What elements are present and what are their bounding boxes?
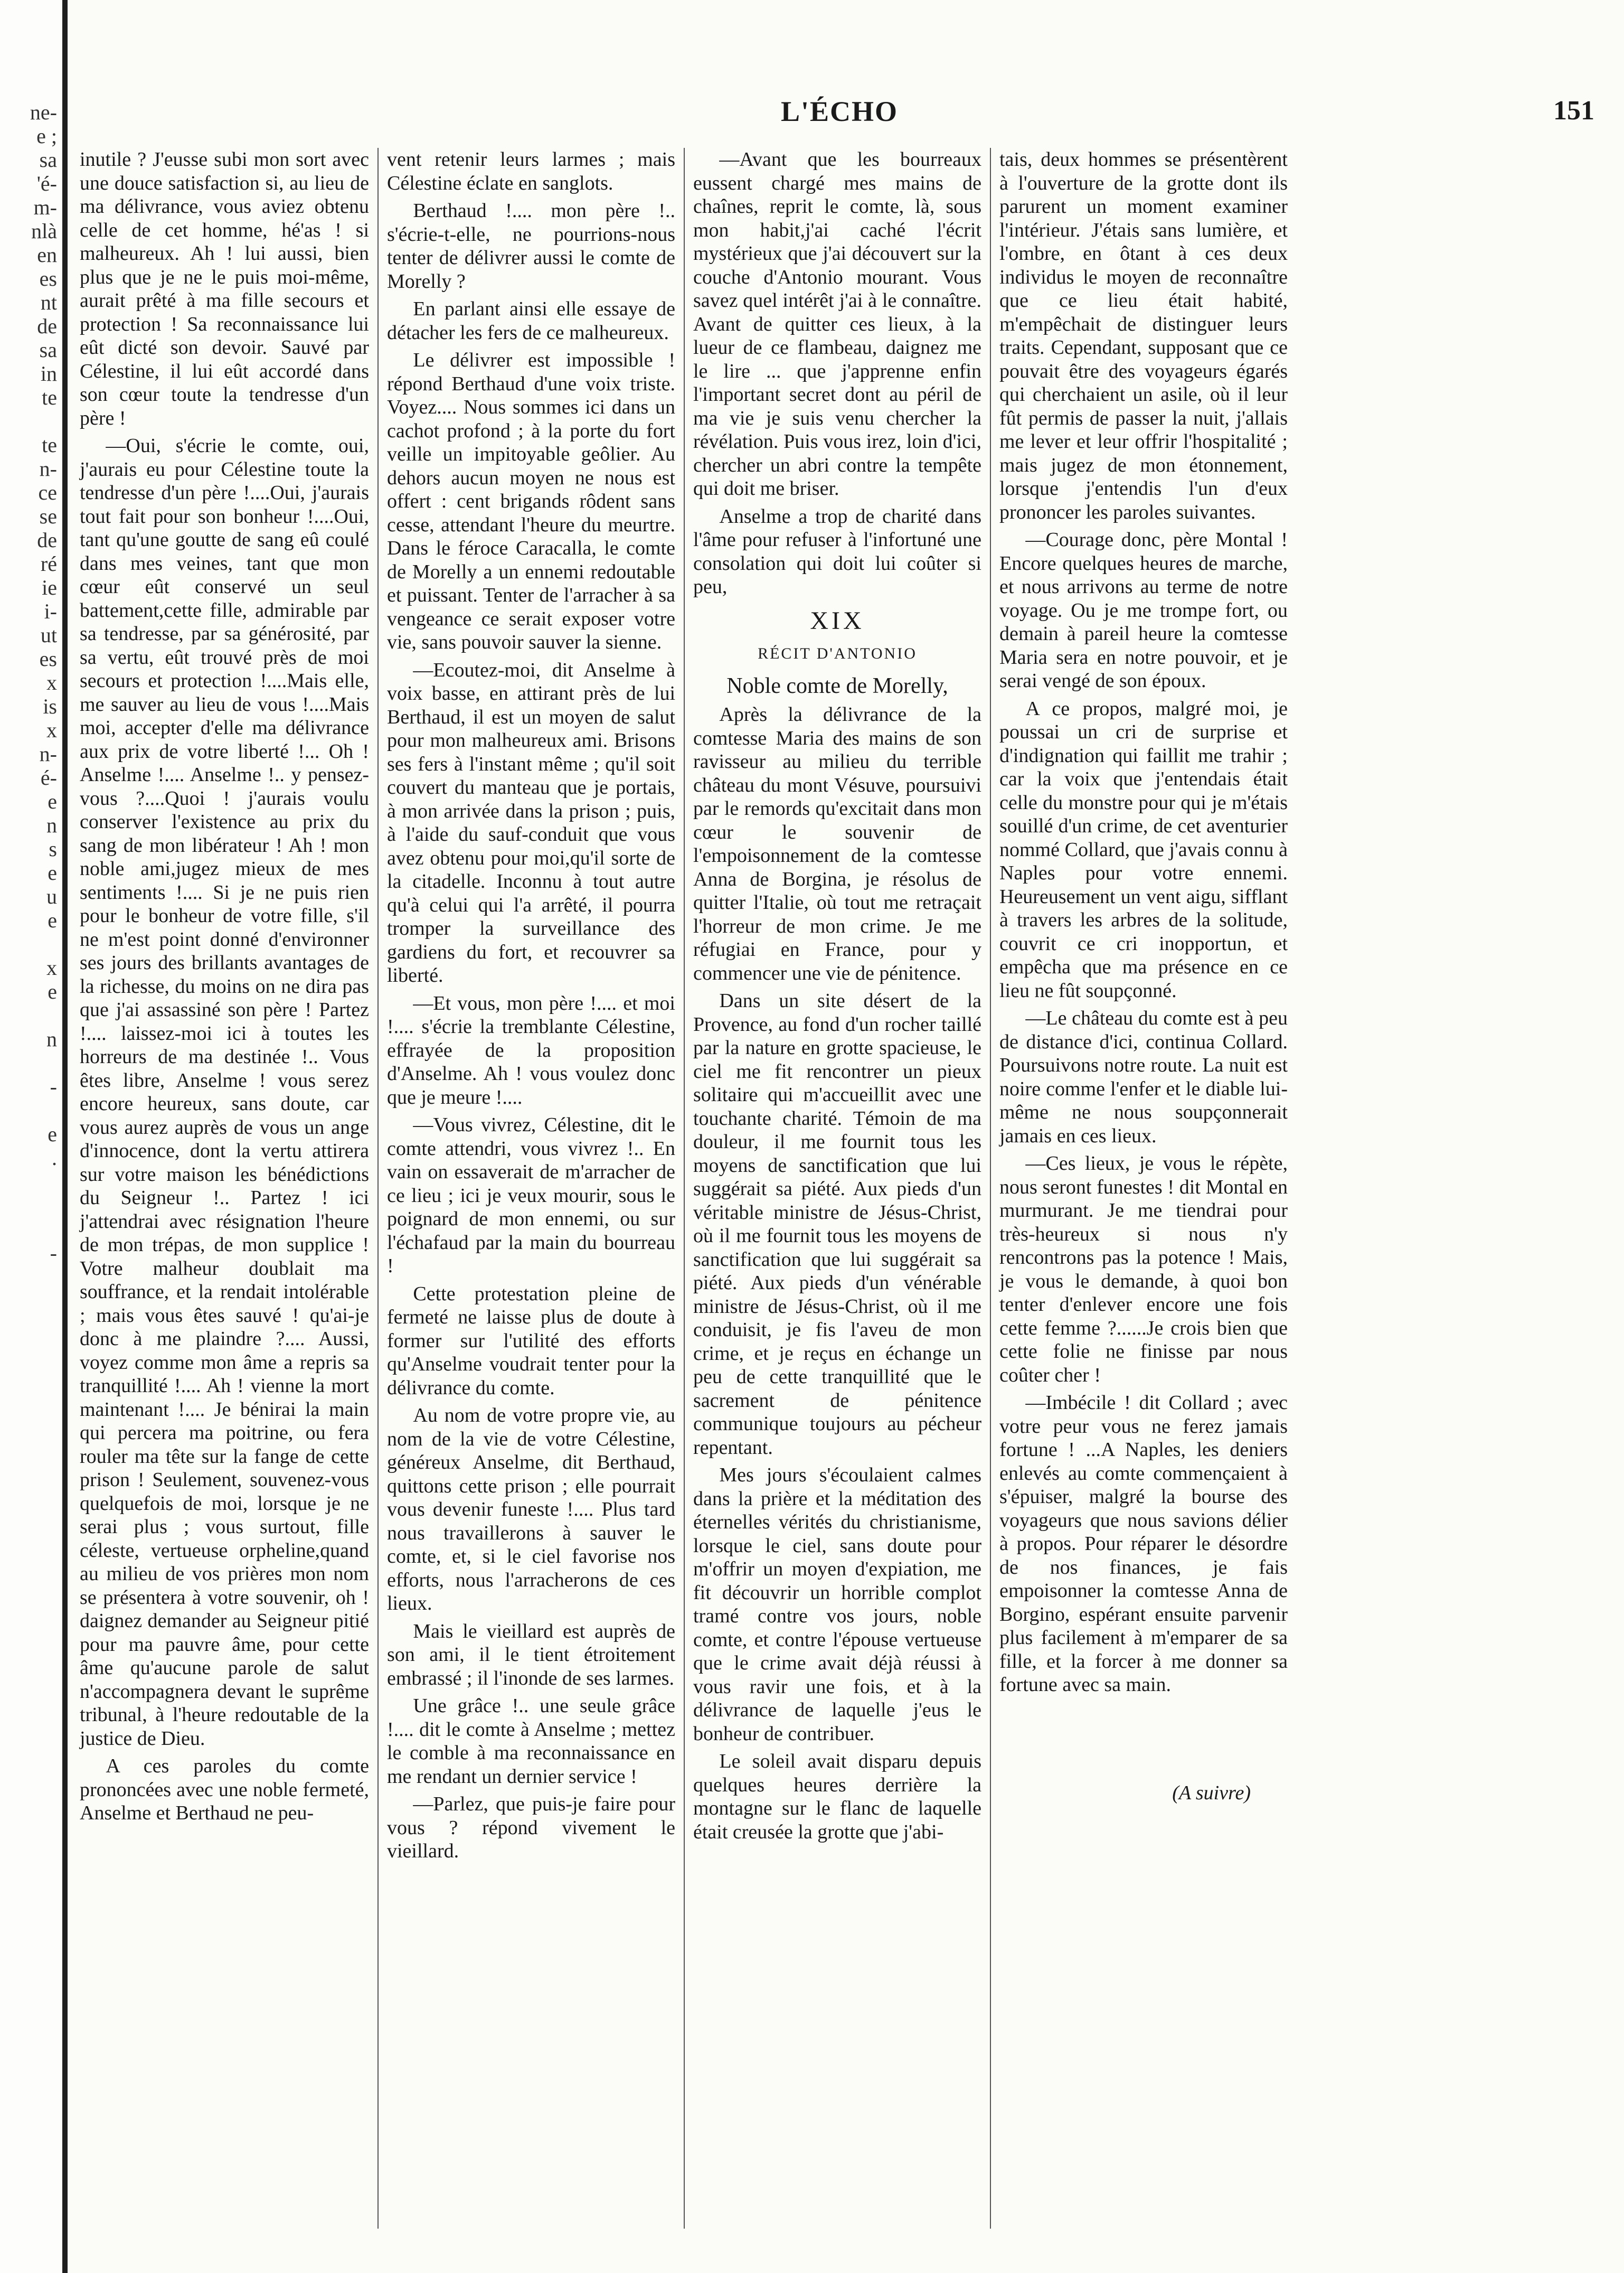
paragraph: Une grâce !.. une seule grâce !.... dit le comte à Anselme ; mettez le comble à ma reconnaissance en me rendant un dernier service ! [387, 1695, 675, 1788]
column-3 [684, 148, 990, 2229]
paragraph: Anselme a trop de charité dans l'âme pour refuser à l'infortuné une consolation qui doit lui coûter si peu, [693, 505, 981, 598]
page-header [79, 95, 1600, 132]
paragraph: —Ces lieux, je vous le répète, nous seront funestes ! dit Montal en murmurant. Je me tiendrai pour très-heureux si nous n'y rencontrons pas la potence ! Mais, je vous le demande, à quoi bon tenter d'enlever encore une fois cette femme ?......Je crois bien que cette folie ne finisse par nous coûter cher ! [999, 1152, 1288, 1386]
continuation-note: (A suivre) [1172, 1781, 1251, 1804]
paragraph: —Le château du comte est à peu de distance d'ici, continua Collard. Poursuivons notre route. La nuit est noire comme l'enfer et le diable lui-même ne nous soupçonnerait jamais en ces lieux. [999, 1007, 1288, 1147]
paragraph: —Parlez, que puis-je faire pour vous ? répond vivement le vieillard. [387, 1793, 675, 1862]
paragraph: —Vous vivrez, Célestine, dit le comte attendri, vous vivrez !.. En vain on essaverait de m'arracher de ce lieu ; ici je veux mourir, sous le poignard de mon ennemi, ou sur l'échafaud par la main du bourreau ! [387, 1114, 675, 1277]
letter-salutation: Noble comte de Morelly, [726, 673, 948, 698]
adjacent-page-fragment: ne- e ; sa 'é- m- nlà en es nt de sa in te te n- ce se de ré ie i- ut es x is x n- é- e n s e u e x e n - e . - [30, 100, 57, 1265]
paragraph: Le soleil avait disparu depuis quelques heures derrière la montagne sur le flanc de laquelle était creusée la grotte que j'abi- [693, 1750, 981, 1843]
column-1 [71, 148, 377, 2229]
paragraph: —Ecoutez-moi, dit Anselme à voix basse, en attirant près de lui Berthaud, il est un moyen de salut pour mon malheureux ami. Brisons ses fers à l'instant même ; qu'il soit couvert du manteau que je portais, à mon arrivée dans la prison ; puis, à l'aide du sauf-conduit que vous avez obtenu pour moi,qu'il sorte de la citadelle. Inconnu à tout autre qu'à celui qui l'a arrêté, il pourra tromper la surveillance des gardiens du fort, et recouvrer sa liberté. [387, 659, 675, 987]
column-4 [990, 148, 1296, 2229]
paragraph: Mais le vieillard est auprès de son ami, il le tient étroitement embrassé ; il l'inonde de ses larmes. [387, 1620, 675, 1689]
paragraph: Cette protestation pleine de fermeté ne laisse plus de doute à former sur l'utilité des efforts qu'Anselme voudrait tenter pour la délivrance du comte. [387, 1282, 675, 1399]
paragraph: inutile ? J'eusse subi mon sort avec une douce satisfaction si, au lieu de ma délivrance, vous aviez obtenu celle de cet homme, hé'as ! si malheureux. Ah ! lui aussi, bien plus que je ne le puis moi-même, aurait prêté à ma fille secours et protection ! Sa reconnaissance lui eût dicté son devoir. Sauvé par Célestine, il lui eût accordé dans son cœur toute la tendresse d'un père ! [80, 148, 369, 429]
paragraph: Berthaud !.... mon père !.. s'écrie-t-elle, ne pourrions-nous tenter de délivrer aussi le comte de Morelly ? [387, 200, 675, 293]
binding-rule [62, 0, 68, 2273]
paragraph: tais, deux hommes se présentèrent à l'ouverture de la grotte dont ils parurent un moment examiner l'intérieur. J'étais sans lumière, et l'ombre, en ôtant à ces deux individus le moyen de reconnaître que ce lieu était habité, m'empêchait de distinguer leurs traits. Cependant, supposant que ce pouvait être des voyageurs égarés qui cherchaient un asile, où il leur fût permis de passer la nuit, j'allais me lever et leur offrir l'hospitalité ; mais jugez de mon étonnement, lorsque j'entendis l'un d'eux prononcer les paroles suivantes. [999, 148, 1288, 523]
paragraph: Dans un site désert de la Provence, au fond d'un rocher taillé par la nature en grotte spacieuse, le ciel me fit rencontrer un pieux solitaire qui m'accueillit avec une touchante charité. Témoin de ma douleur, il me fournit tous les moyens de sanctification que lui suggérait sa piété. Aux pieds d'un véritable ministre de Jésus-Christ, où il me fournit tous les moyens de sanctification que lui suggérait sa piété. Aux pieds d'un vénérable ministre de Jésus-Christ, où il me conduisit, je fis l'aveu de mon crime, et je reçus en échange un peu de cette tranquillité que le sacrement de pénitence communique toujours au pécheur repentant. [693, 990, 981, 1459]
page-number: 151 [1553, 96, 1594, 126]
paragraph: —Avant que les bourreaux eussent chargé mes mains de chaînes, reprit le comte, là, sous mon habit,j'ai caché l'écrit mystérieux que j'ai découvert sur la couche d'Antonio mourant. Vous savez quel intérêt j'ai à le connaître. Avant de quitter ces lieux, à la lueur de ce flambeau, daignez me le lire ... que j'apprenne enfin l'important secret dont au péril de ma vie je suis venu chercher la révélation. Puis vous irez, loin d'ici, chercher un abri contre la tempête qui doit me briser. [693, 148, 981, 500]
text-columns [71, 148, 1602, 2229]
paragraph: —Courage donc, père Montal ! Encore quelques heures de marche, et nous arrivons au terme de notre voyage. Ou je me trompe fort, ou demain à pareil heure la comtesse Maria sera en notre pouvoir, et je serai vengé de son époux. [999, 529, 1288, 692]
section-heading [693, 606, 981, 666]
paragraph: Après la délivrance de la comtesse Maria des mains de son ravisseur au milieu du terrible château du mont Vésuve, poursuivi par le remords qu'excitait dans mon cœur le souvenir de l'empoisonnement de la comtesse Anna de Borgina, je résolus de quitter l'Italie, où tout me retraçait l'horreur de mon crime. Je me réfugiai en France, pour y commencer une vie de pénitence. [693, 703, 981, 984]
running-title: L'ÉCHO [780, 96, 899, 127]
paragraph: En parlant ainsi elle essaye de détacher les fers de ce malheureux. [387, 298, 675, 344]
paragraph: A ces paroles du comte prononcées avec une noble fermeté, Anselme et Berthaud ne peu- [80, 1755, 369, 1824]
paragraph: Mes jours s'écoulaient calmes dans la prière et la méditation des éternelles vérités du christianisme, lorsque le ciel, sans doute pour m'offrir un moyen d'expiation, me fit découvrir un horrible complot tramé contre vos jours, noble comte, et contre l'épouse vertueuse que le crime avait déjà réussi à vous ravir une fois, et à la délivrance de laquelle j'eus le bonheur de contribuer. [693, 1464, 981, 1745]
paragraph: A ce propos, malgré moi, je poussai un cri de surprise et d'indignation qui faillit me trahir ; car la voix que j'entendais était celle du monstre pour qui je m'étais souillé d'un crime, de cet aventurier nommé Collard, que j'avais connu à Naples pour votre ennemi. Heureusement un vent aigu, sifflant à travers les arbres de la solitude, couvrit ce cri inopportun, et empêcha que ma présence en ce lieu ne fût soupçonné. [999, 697, 1288, 1002]
section-subtitle: RÉCIT D'ANTONIO [758, 645, 917, 662]
section-number: XIX [810, 606, 865, 635]
binding-margin [0, 0, 69, 2273]
paragraph: —Imbécile ! dit Collard ; avec votre peur vous ne ferez jamais fortune ! ...A Naples, les deniers enlevés au comte commençaient à s'épuiser, malgré la bourse des voyageurs que nous savions délier à propos. Pour réparer le désordre de nos finances, je fais empoisonner la comtesse Anna de Borgino, espérant ensuite parvenir plus facilement à m'emparer de sa fille, et la forcer à me donner sa fortune avec sa main. [999, 1392, 1288, 1696]
paragraph: vent retenir leurs larmes ; mais Célestine éclate en sanglots. [387, 148, 675, 194]
paragraph: —Oui, s'écrie le comte, oui, j'aurais eu pour Célestine toute la tendresse d'un père !....Oui, j'aurais tout fait pour son bonheur !....Oui, tant qu'une goutte de sang eû coulé dans mes veines, tant que mon cœur eût conservé un seul battement,cette fille, admirable par sa tendresse, par sa générosité, par sa vertu, eût trouvé près de moi secours et protection !....Mais elle, me sauver au lieu de vous !....Mais moi, accepter d'elle ma délivrance aux prix de votre liberté !... Oh ! Anselme !.... Anselme !.. y pensez-vous ?....Quoi ! j'aurais voulu conserver l'existence au prix du sang de mon libérateur ! Ah ! mon noble ami,jugez mieux de mes sentiments !.... Si je ne puis rien pour le bonheur de votre fille, s'il ne m'est point donné d'environner ses jours des brillants avantages de la richesse, du moins on ne dira pas que j'ai assassiné son père ! Partez !.... laissez-moi ici à toutes les horreurs de ma destinée !.. Vous êtes libre, Anselme ! vous serez encore heureux, sans doute, car vous aurez auprès de vous un ange d'innocence, dont la vertu attirera sur votre maison les bénédictions du Seigneur !.. Partez ! ici j'attendrai avec résignation l'heure de mon trépas, de mon supplice ! Votre malheur doublait ma souffrance, et la rendait intolérable ; mais vous êtes sauvé ! qu'ai-je donc à me plaindre ?.... Aussi, voyez comme mon âme a repris sa tranquillité !.... Ah ! vienne la mort maintenant !.... Je bénirai la main qui percera ma poitrine, ou fera rouler ma tête sur la fange de cette prison ! Seulement, souvenez-vous quelquefois de moi, lorsque je ne serai plus ; vous surtout, fille céleste, vertueuse orpheline,quand au milieu de vos prières mon nom se présentera à votre souvenir, oh ! daignez demander au Seigneur pitié pour ma pauvre âme, pour cette âme qu'aucune parole de salut n'accompagnera devant le suprême tribunal, à l'heure redoutable de la justice de Dieu. [80, 435, 369, 1750]
paragraph: —Et vous, mon père !.... et moi !.... s'écrie la tremblante Célestine, effrayée de la proposition d'Anselme. Ah ! vous voulez donc que je meure !.... [387, 992, 675, 1109]
column-2 [377, 148, 684, 2229]
paragraph: Au nom de votre propre vie, au nom de la vie de votre Célestine, généreux Anselme, dit Berthaud, quittons cette prison ; elle pourrait vous devenir funeste !.... Plus tard nous travaillerons à sauver le comte, et, si le ciel favorise nos efforts, nous l'arracherons de ces lieux. [387, 1404, 675, 1614]
paragraph: Le délivrer est impossible ! répond Berthaud d'une voix triste. Voyez.... Nous sommes ici dans un cachot profond ; à la porte du fort veille un impitoyable geôlier. Au dehors aucun moyen ne nous est offert : cent brigands rôdent sans cesse, attendant l'heure du meurtre. Dans le féroce Caracalla, le comte de Morelly a un ennemi redoutable et puissant. Tenter de l'arracher à sa vengeance ce serait exposer votre vie, sans pouvoir sauver la sienne. [387, 349, 675, 653]
